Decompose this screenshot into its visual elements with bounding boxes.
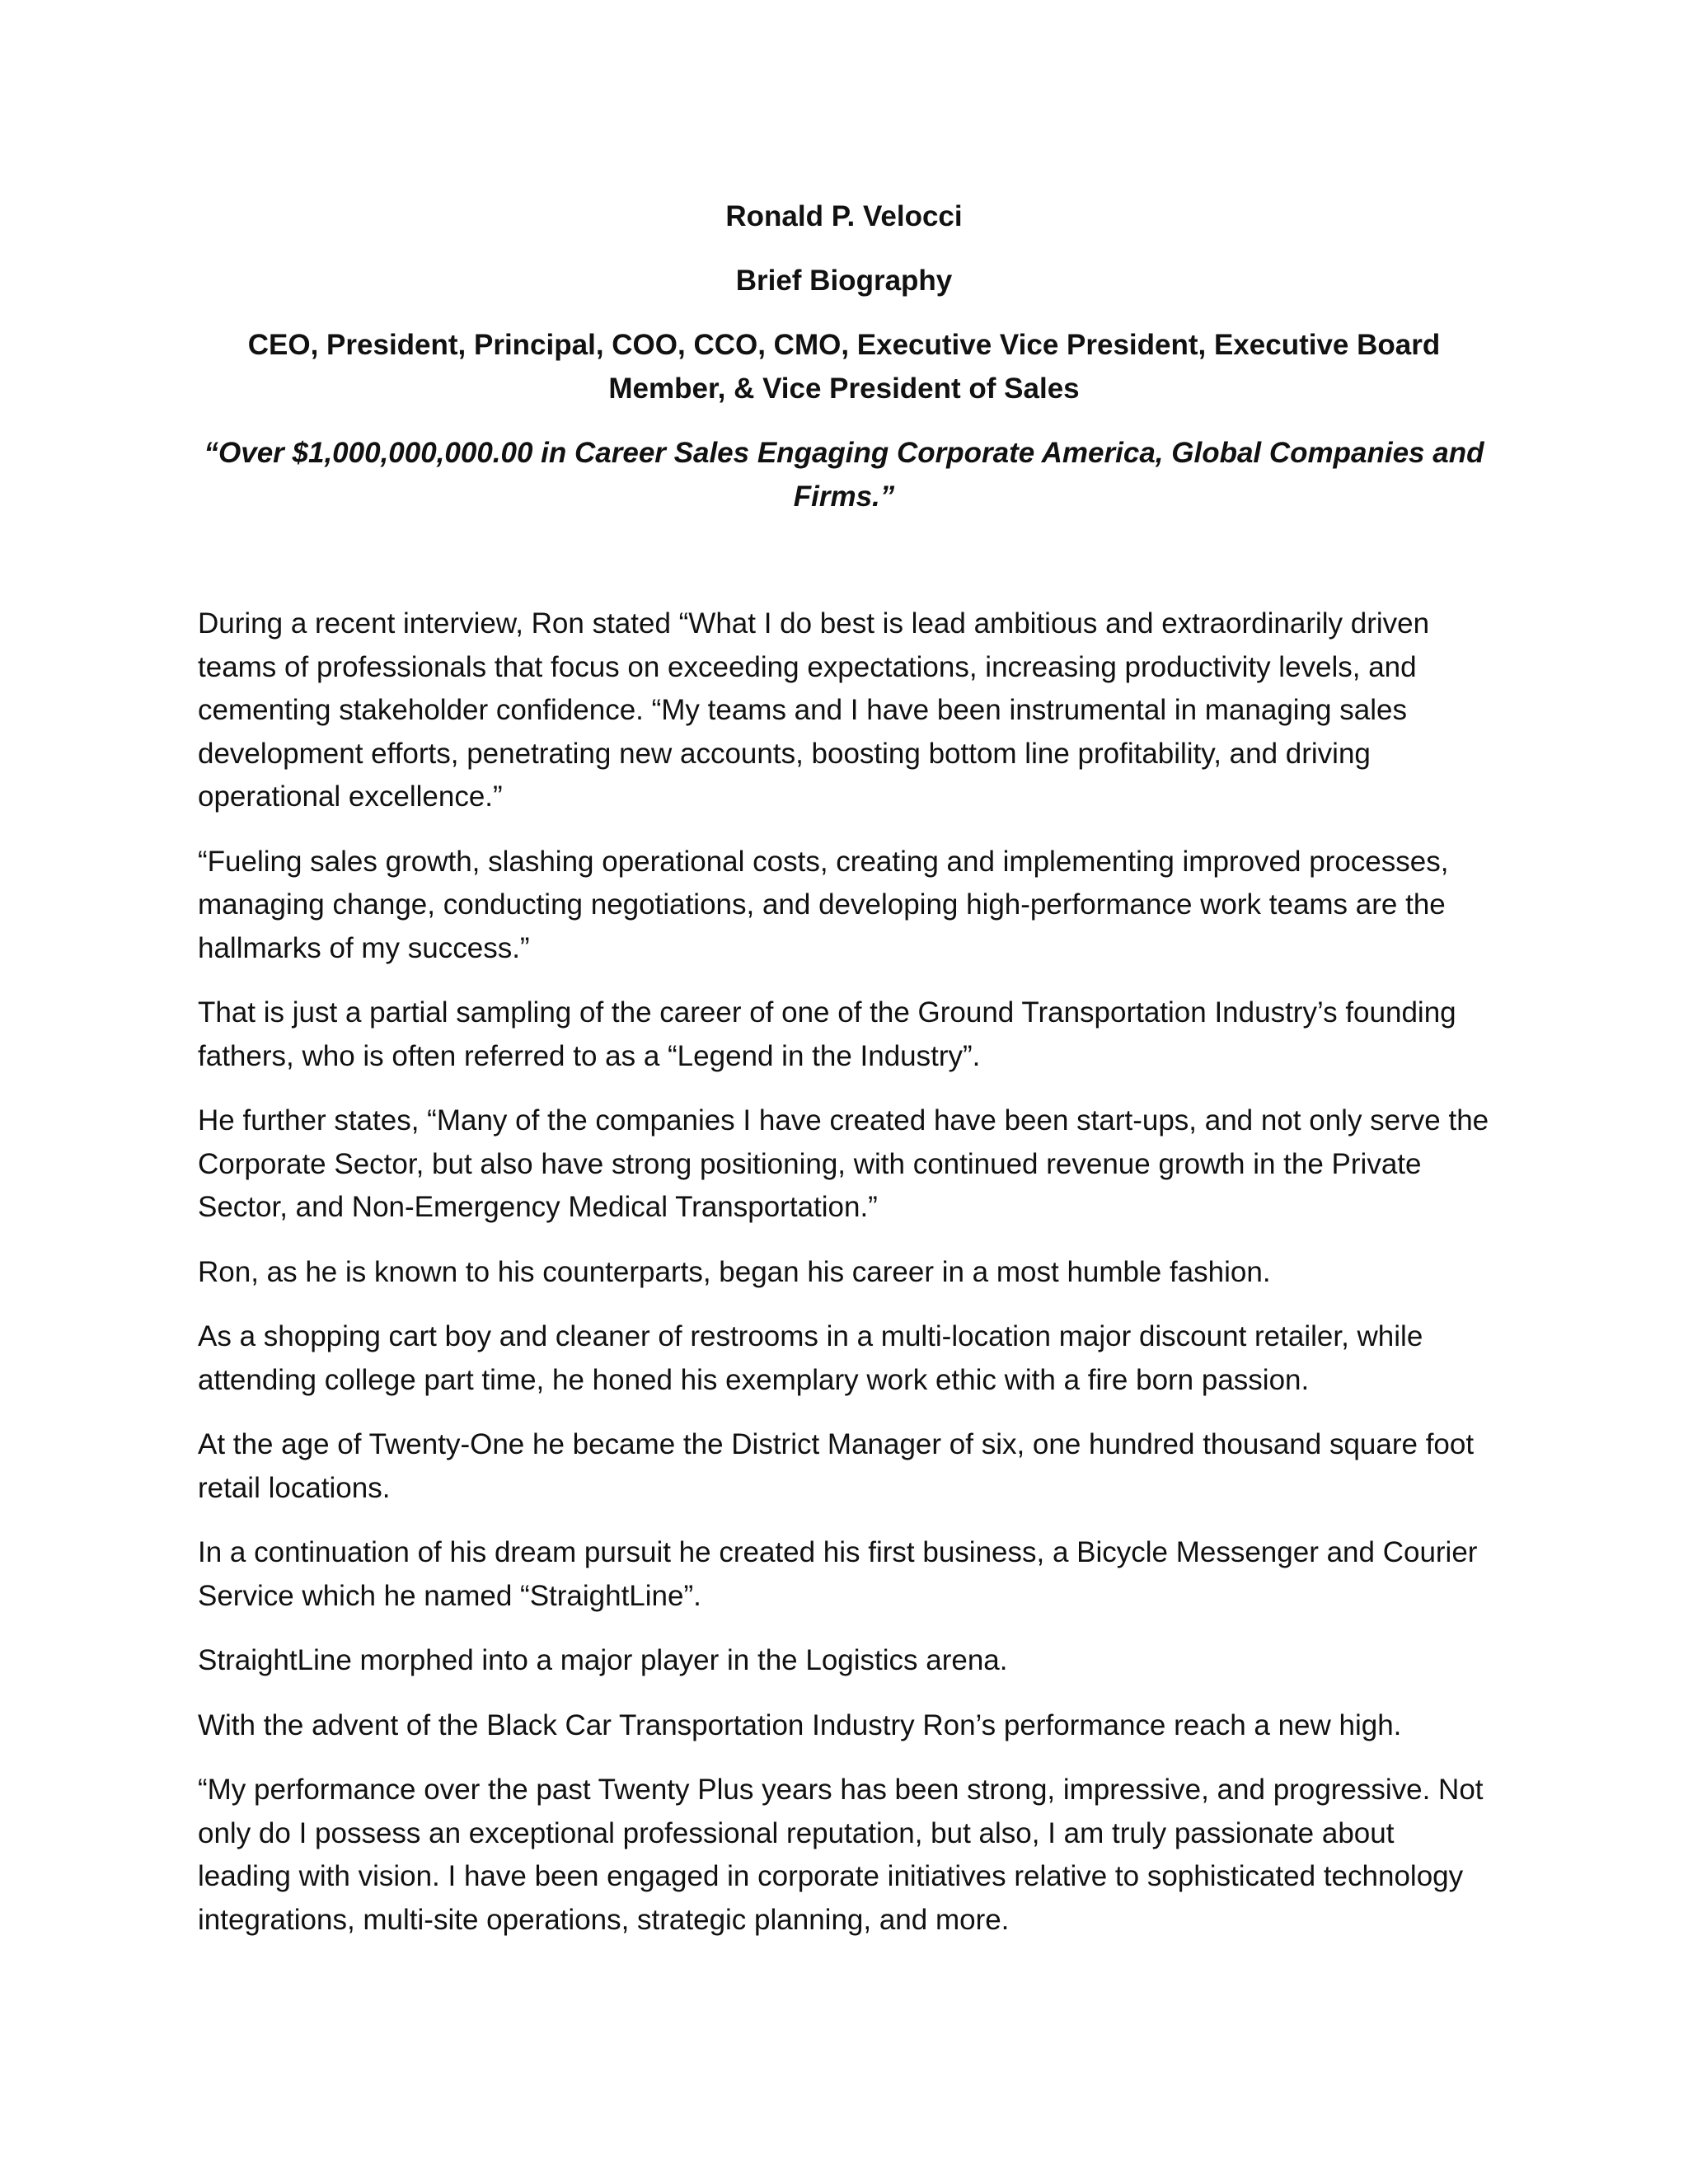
paragraph-hallmarks: “Fueling sales growth, slashing operational costs, creating and implementing improved processes, managing change, conducting negotiations, and developing high-performance work teams are the hallmarks of my success.” (198, 845, 1449, 964)
paragraph-companies: He further states, “Many of the companies I have created have been start-ups, and not only serve the Corporate Sector, but also have strong positioning, with continued revenue growth in the Private Sector, and Non-Emergency Medical Transportation.” (198, 1104, 1489, 1223)
paragraph-humble-beginnings: Ron, as he is known to his counterparts, began his career in a most humble fashion. (198, 1255, 1271, 1288)
paragraph-logistics: StraightLine morphed into a major player in the Logistics arena. (198, 1644, 1008, 1676)
biography-body (198, 602, 1490, 1963)
paragraph-black-car: With the advent of the Black Car Transportation Industry Ron’s performance reach a new high. (198, 1708, 1402, 1741)
paragraph-district-manager: At the age of Twenty-One he became the District Manager of six, one hundred thousand square foot retail locations. (198, 1428, 1475, 1504)
paragraph-first-business: In a continuation of his dream pursuit he created his first business, a Bicycle Messenger and Courier Service which he named “StraightLine”. (198, 1536, 1478, 1612)
paragraph-founding-father: That is just a partial sampling of the career of one of the Ground Transportation Industry’s founding fathers, who is often referred to as a “Legend in the Industry”. (198, 996, 1456, 1072)
paragraph-interview: During a recent interview, Ron stated “What I do best is lead ambitious and extraordinarily driven teams of professionals that focus on exceeding expectations, increasing productivity levels, and cementing stakeholder confidence. “My teams and I have been instrumental in managing sales development efforts, penetrating new accounts, boosting bottom line profitability, and driving operational excellence.” (198, 607, 1430, 813)
roles-line: CEO, President, Principal, COO, CCO, CMO, Executive Vice President, Executive Board Member, & Vice President of Sales (247, 329, 1441, 405)
document-header (198, 194, 1490, 518)
person-name: Ronald P. Velocci (725, 200, 963, 232)
tagline-quote: “Over $1,000,000,000.00 in Career Sales Engaging Corporate America, Global Companies and Firms.” (204, 437, 1484, 513)
paragraph-shopping-cart: As a shopping cart boy and cleaner of restrooms in a multi-location major discount retailer, while attending college part time, he honed his exemplary work ethic with a fire born passion. (198, 1320, 1423, 1396)
paragraph-performance: “My performance over the past Twenty Plus years has been strong, impressive, and progressive. Not only do I possess an exceptional professional reputation, but also, I am truly passionate about leading with vision. I have been engaged in corporate initiatives relative to sophisticated technology integrations, multi-site operations, strategic planning, and more. (198, 1774, 1484, 1936)
document-title: Brief Biography (735, 265, 953, 297)
